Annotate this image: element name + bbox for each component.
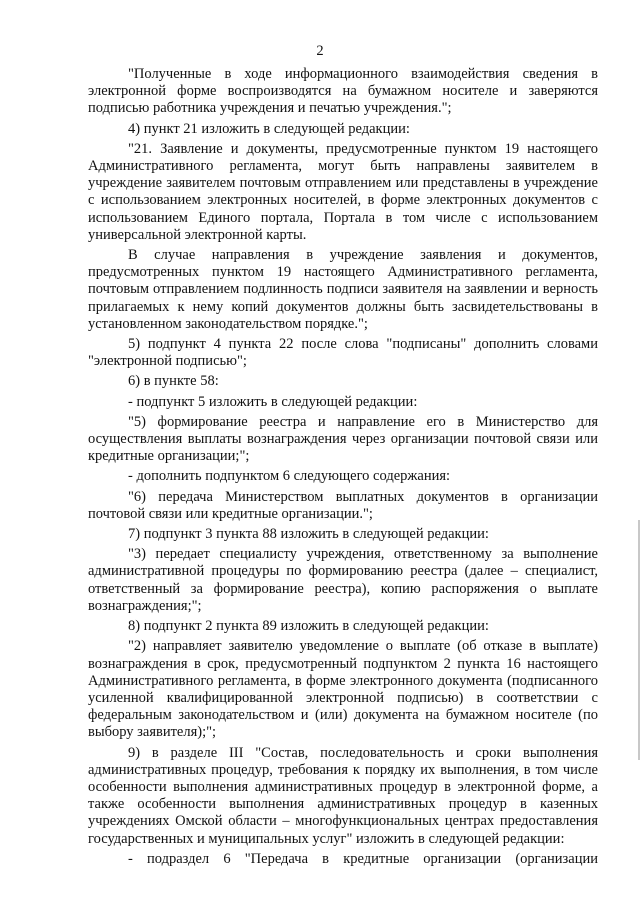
paragraph: "21. Заявление и документы, предусмотренные пунктом 19 настоящего Административного регламента, могут быть направлены заявителем в учреждение заявителем почтовым отправлением или представлены в учреждение с использованием электронных носителей, в форме электронных документов с использованием Единого портала, Портала в том числе с использованием универсальной электронной карты. — [88, 140, 598, 243]
paragraph: "Полученные в ходе информационного взаимодействия сведения в электронной форме воспроизводятся на бумажном носителе и заверяются подписью работника учреждения и печатью учреждения."; — [88, 66, 598, 117]
paragraph: В случае направления в учреждение заявления и документов, предусмотренных пунктом 19 настоящего Административного регламента, почтовым отправлением подлинность подписи заявителя на заявлении и верность прилагаемых к нему копий документов должны быть засвидетельствованы в установленном законодательством порядке."; — [88, 247, 598, 332]
paragraph: 4) пункт 21 изложить в следующей редакции: — [128, 120, 410, 137]
paragraph: "5) формирование реестра и направление его в Министерство для осуществления выплаты вознаграждения через организации почтовой связи или кредитные организации;"; — [88, 413, 598, 465]
paragraph: - подпункт 5 изложить в следующей редакции: — [128, 393, 418, 410]
paragraph: "3) передает специалисту учреждения, ответственному за выполнение административной процедуры по формированию реестра (далее – специалист, ответственный за формирование реестра), копию распоряжения о выплате вознаграждения;"; — [88, 546, 598, 614]
paragraph: - подраздел 6 "Передача в кредитные организации (организации — [128, 850, 598, 867]
paragraph: "6) передача Министерством выплатных документов в организации почтовой связи или кредитные организации."; — [88, 488, 598, 522]
paragraph: "2) направляет заявителю уведомление о выплате (об отказе в выплате) вознаграждения в срок, предусмотренный подпунктом 2 пункта 16 настоящего Административного регламента, в форме электронного документа (подписанного усиленной квалифицированной электронной подписью) в соответствии с федеральным законодательством и (или) документа на бумажном носителе (по выбору заявителя);"; — [88, 638, 598, 741]
paragraph: 9) в разделе III "Состав, последовательность и сроки выполнения административных процедур, требования к порядку их выполнения, в том числе особенности выполнения административных процедур в электронной форме, а также особенности выполнения административных процедур в казенных учреждениях Омской области – многофункциональных центрах предоставления государственных и муниципальных услуг" изложить в следующей редакции: — [88, 744, 598, 847]
paragraph: 8) подпункт 2 пункта 89 изложить в следующей редакции: — [128, 618, 489, 635]
page-number: 2 — [316, 43, 324, 59]
paragraph: 5) подпункт 4 пункта 22 после слова "подписаны" дополнить словами "электронной подписью"; — [88, 336, 598, 370]
paragraph: 7) подпункт 3 пункта 88 изложить в следующей редакции: — [128, 526, 489, 543]
document-body — [88, 66, 598, 868]
paragraph: 6) в пункте 58: — [128, 373, 219, 390]
paragraph: - дополнить подпунктом 6 следующего содержания: — [128, 468, 451, 485]
